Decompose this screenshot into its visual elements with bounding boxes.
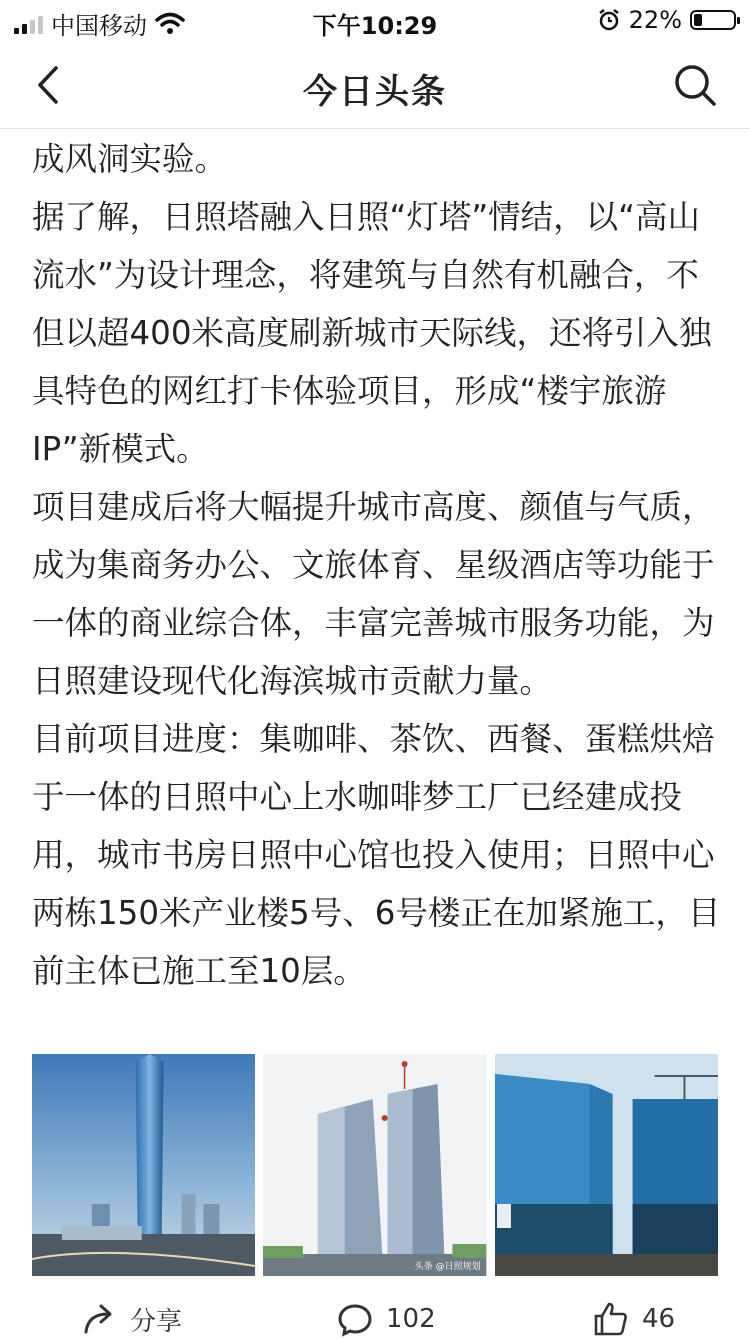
share-button[interactable] [80, 1300, 182, 1338]
comment-count: 102 [386, 1304, 436, 1334]
tower-rendering-image[interactable] [32, 1054, 255, 1276]
image-watermark: 头条 @日照规划 [414, 1262, 481, 1272]
share-label: 分享 [130, 1306, 183, 1337]
like-button[interactable] [592, 1300, 675, 1338]
battery-icon [690, 10, 736, 30]
carrier-label: 中国移动 [51, 12, 147, 40]
page-title: 今日头条 [303, 72, 447, 112]
comment-button[interactable] [336, 1300, 436, 1338]
thumbs-up-icon [592, 1300, 630, 1338]
status-time: 下午10:29 [312, 12, 438, 40]
nav-bar [0, 40, 750, 129]
like-count: 46 [642, 1304, 676, 1334]
article-paragraph: 项目建成后将大幅提升城市高度、颜值与气质，成为集商务办公、文旅体育、星级酒店等功能于一体的商业综合体，丰富完善城市服务功能，为日照建设现代化海滨城市贡献力量。 [32, 488, 715, 700]
twin-towers-rendering-image[interactable] [263, 1054, 486, 1276]
battery-fill [694, 14, 702, 26]
article-body [32, 130, 722, 1000]
alarm-clock-icon [597, 8, 621, 32]
article-paragraph: 目前项目进度：集咖啡、茶饮、西餐、蛋糕烘焙于一体的日照中心上水咖啡梦工厂已经建成投用，城市书房日照中心馆也投入使用；日照中心两栋150米产业楼5号、6号楼正在加紧施工，目前主体已施工至10层。 [32, 720, 721, 990]
battery-percent: 22% [628, 6, 682, 34]
comment-icon [336, 1300, 374, 1338]
article-paragraph: 成风洞实验。 [32, 140, 228, 178]
image-gallery [32, 1054, 718, 1276]
search-icon[interactable] [670, 60, 720, 110]
share-icon [80, 1300, 118, 1338]
article-paragraph: 据了解，日照塔融入日照“灯塔”情结，以“高山流水”为设计理念，将建筑与自然有机融合，不但以超400米高度刷新城市天际线，还将引入独具特色的网红打卡体验项目，形成“楼宇旅游IP”新模式。 [32, 198, 712, 468]
status-bar [0, 0, 750, 40]
construction-site-image[interactable] [495, 1054, 718, 1276]
action-bar [0, 1296, 750, 1337]
status-right [597, 6, 736, 34]
